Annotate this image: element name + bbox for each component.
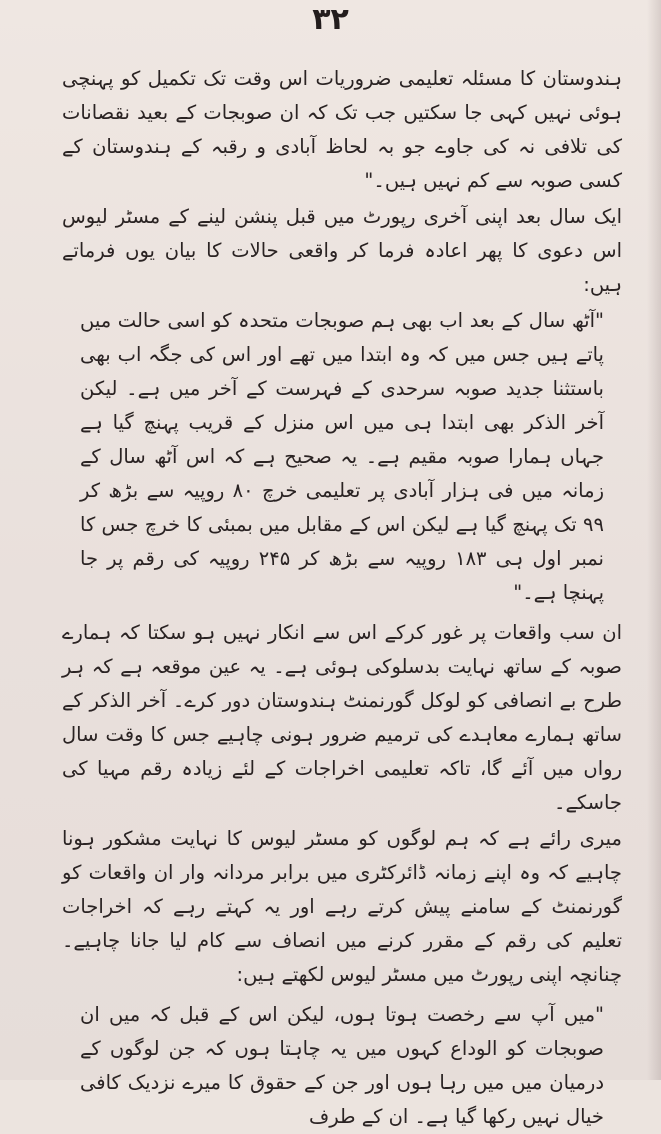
quote-1: "آٹھ سال کے بعد اب بھی ہم صوبجات متحدہ کو اسی حالت میں پاتے ہیں جس میں کہ وہ ابتدا میں تھے اور اس کی جگہ اب بھی باستثنا جدید صوبہ سرحدی کے فہرست کے آخر میں ہے۔ لیکن آخر الذکر بھی ابتدا ہی میں اس منزل کے قریب پہنچ گیا ہے جہاں ہمارا صوبہ مقیم ہے۔ یہ صحیح ہے کہ اس آٹھ سال کے زمانہ میں فی ہزار آبادی پر تعلیمی خرچ ۸۰ روپیہ سے بڑھ کر ۹۹ تک پہنچ گیا ہے لیکن اس کے مقابل میں بمبئی کا خرچ جس کا نمبر اول ہی ۱۸۳ روپیہ سے بڑھ کر ۲۴۵ روپیہ کی رقم پر جا پہنچا ہے۔" — [80, 309, 604, 604]
page-edge-shadow — [647, 0, 661, 1080]
quote-2: "میں آپ سے رخصت ہوتا ہوں، لیکن اس کے قبل کہ میں ان صوبجات کو الوداع کہوں میں یہ چاہتا ہوں کہ جن لوگوں کے درمیان میں میں رہا ہوں اور جن کے حقوق کا میرے نزدیک کافی خیال نہیں رکھا گیا ہے۔ ان کے طرف — [80, 1003, 604, 1128]
page-number: ۳۲ — [312, 2, 349, 37]
paragraph-3: ان سب واقعات پر غور کرکے اس سے انکار نہیں ہو سکتا کہ ہمارے صوبہ کے ساتھ نہایت بدسلوکی ہوئی ہے۔ یہ عین موقعہ ہے کہ ہر طرح بے انصافی کو لوکل گورنمنٹ ہندوستان دور کرے۔ آخر الذکر کے ساتھ ہمارے معاہدے کی ترمیم ضرور ہونی چاہیے جس کا وقت سال رواں میں آئے گا، تاکہ تعلیمی اخراجات کے لئے زیادہ رقم مہیا کی جاسکے۔ — [62, 621, 622, 814]
paragraph-2: ایک سال بعد اپنی آخری رپورٹ میں قبل پنشن لینے کے مسٹر لیوس اس دعوی کا پھر اعادہ فرما کر واقعی حالات کا بیان یوں فرماتے ہیں: — [62, 205, 622, 296]
document-body — [62, 62, 622, 1134]
paragraph-1: ہندوستان کا مسئلہ تعلیمی ضروریات اس وقت تک تکمیل کو پہنچی ہوئی نہیں کہی جا سکتیں جب تک کہ ان صوبجات کے بعید نقصانات کی تلافی نہ کی جاوے جو بہ لحاظ آبادی و رقبہ کے ہندوستان کے کسی صوبہ سے کم نہیں ہیں۔" — [62, 67, 622, 192]
paragraph-4: میری رائے ہے کہ ہم لوگوں کو مسٹر لیوس کا نہایت مشکور ہونا چاہیے کہ وہ اپنے زمانہ ڈائرکٹری میں برابر مردانہ وار ان واقعات کو گورنمنٹ کے سامنے پیش کرتے رہے اور یہ کہتے رہے کہ اخراجات تعلیم کی رقم کے مقرر کرنے میں انصاف سے کام لیا جانا چاہیے۔ چنانچہ اپنی رپورٹ میں مسٹر لیوس لکھتے ہیں: — [62, 827, 622, 986]
